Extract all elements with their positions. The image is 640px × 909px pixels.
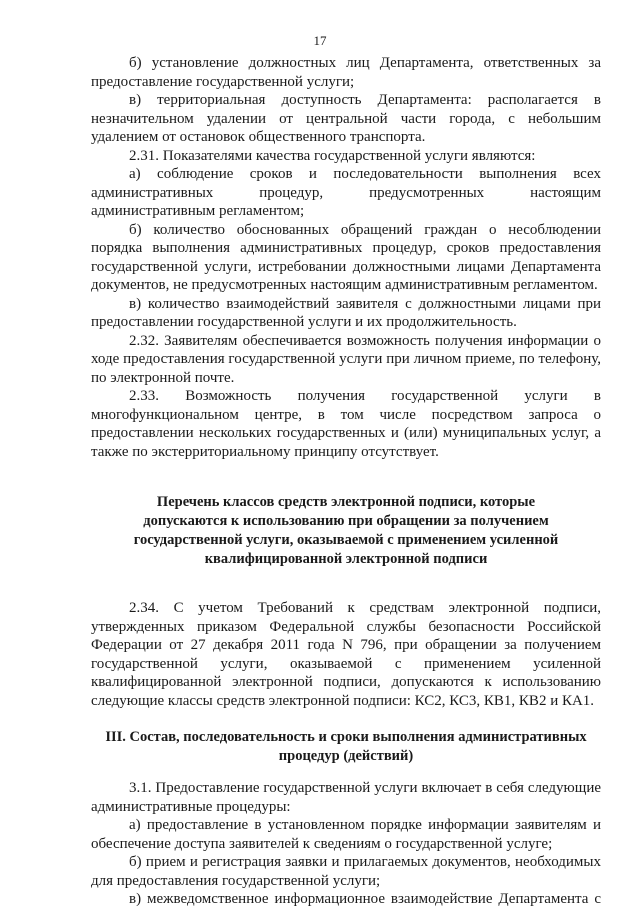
paragraph-a-information: а) предоставление в установленном порядке информации заявителям и обеспечение доступа заявителей к сведениям о государственной услуге; (91, 817, 601, 852)
paragraph-v-interactions: в) количество взаимодействий заявителя с должностными лицами при предоставлении государственной услуги и их продолжительность. (91, 295, 601, 330)
paragraph-v-accessibility: в) территориальная доступность Департамента: располагается в незначительном удалении от центральной части города, с небольшим удалением от остановок общественного транспорта. (91, 92, 601, 145)
paragraph-v-interagency: в) межведомственное информационное взаимодействие Департамента с (129, 891, 601, 907)
heading-signature-classes: Перечень классов средств электронной подписи, которые допускаются к использованию при обращении за получением государственной услуги, оказываемой с применением усиленной квалифицированной электронной подписи (133, 494, 559, 567)
paragraph-2-31: 2.31. Показателями качества государственной услуги являются: (129, 147, 536, 164)
paragraph-3-1: 3.1. Предоставление государственной услуги включает в себя следующие административные процедуры: (91, 780, 601, 815)
paragraph-2-34: 2.34. С учетом Требований к средствам электронной подписи, утвержденных приказом Федеральной службы безопасности Российской Федерации от 27 декабря 2011 года N 796, при обращении за получением государственной услуги, оказываемой с применением усиленной квалифицированной электронной подписи, допускаются к использованию следующие классы средств электронной подписи: КС2, КС3, КВ1, КВ2 и КА1. (91, 600, 601, 709)
paragraph-b-registration: б) прием и регистрация заявки и прилагаемых документов, необходимых для предоставления государственной услуги; (91, 854, 601, 889)
paragraph-b-complaints: б) количество обоснованных обращений граждан о несоблюдении порядка выполнения административных процедур, сроков предоставления государственной услуги, истребовании должностными лицами Департамента документов, не предусмотренных настоящим административным регламентом. (91, 221, 601, 293)
paragraph-b-officials: б) установление должностных лиц Департамента, ответственных за предоставление государственной услуги; (91, 55, 601, 90)
paragraph-2-33: 2.33. Возможность получения государственной услуги в многофункциональном центре, в том числе посредством запроса о предоставлении нескольких государственных и (или) муниципальных услуг, а также по экстерриториальному принципу отсутствует. (91, 388, 601, 460)
heading-section-3: III. Состав, последовательность и сроки выполнения административных процедур (действий) (105, 729, 587, 764)
paragraph-2-32: 2.32. Заявителям обеспечивается возможность получения информации о ходе предоставления государственной услуги при личном приеме, по телефону, по электронной почте. (91, 332, 601, 386)
document-body (91, 54, 601, 909)
paragraph-a-deadlines: а) соблюдение сроков и последовательности выполнения всех административных процедур, предусмотренных настоящим административным регламентом; (91, 166, 601, 219)
page-number: 17 (313, 33, 327, 48)
